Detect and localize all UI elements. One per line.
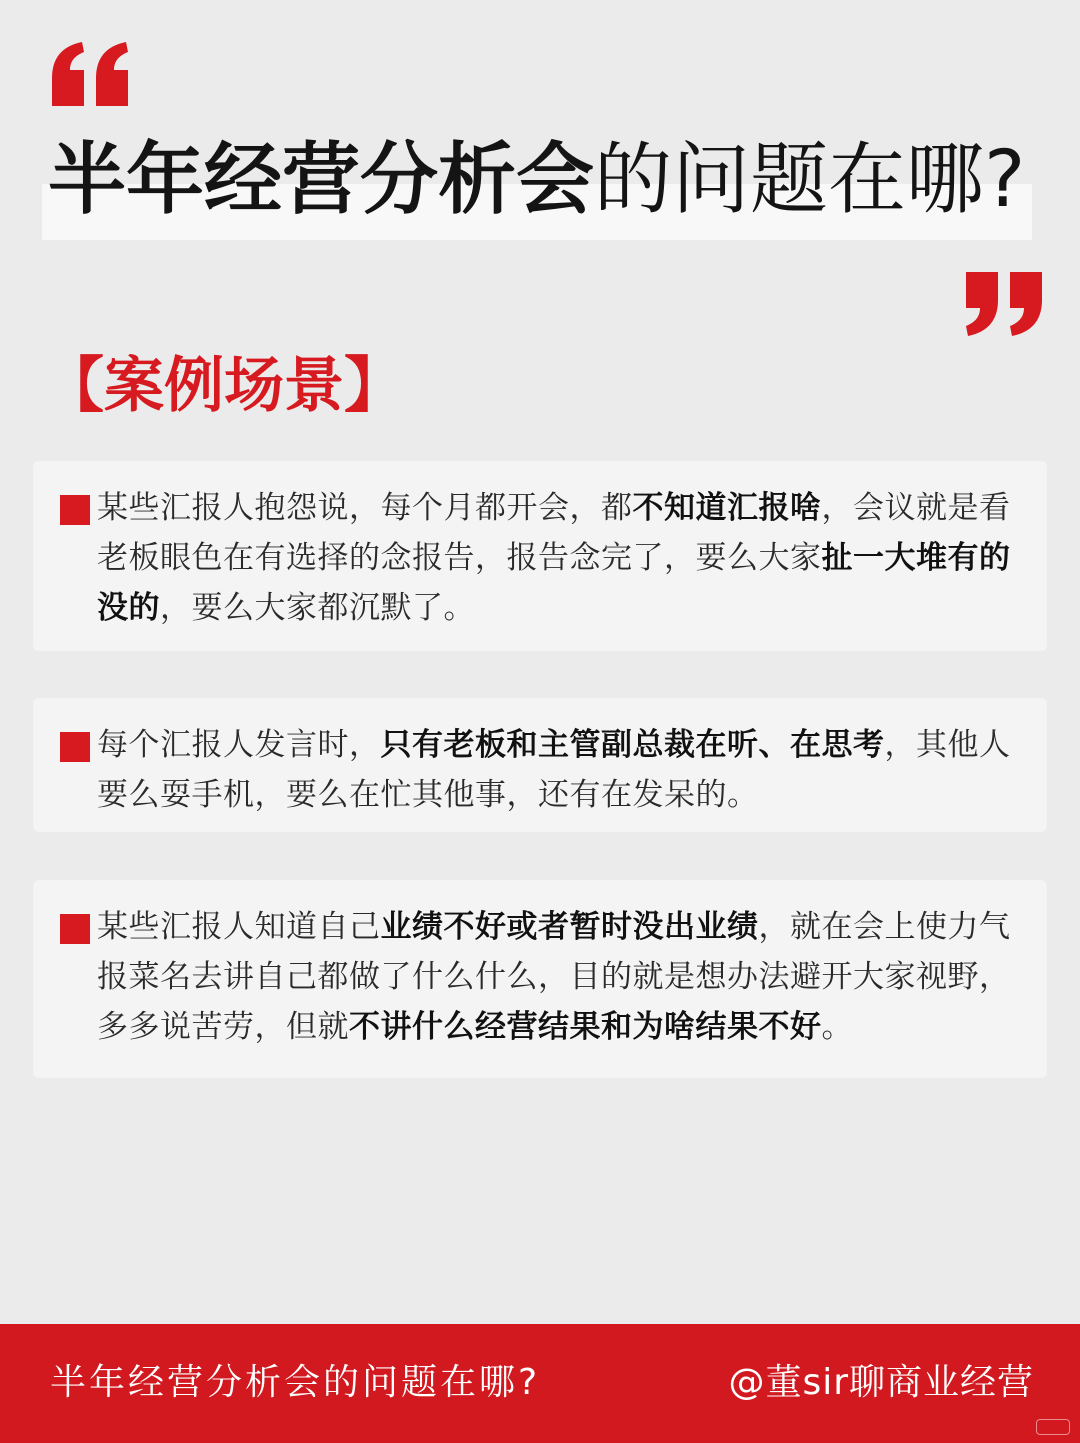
- text-segment-bold: 扯一大堆有的没的: [97, 540, 1011, 626]
- case-card: [33, 698, 1047, 832]
- text-segment: 某些汇报人知道自己: [97, 909, 381, 945]
- page-title: [48, 134, 1025, 226]
- text-segment: ，会议就是看老板眼色在有选择的念报告，报告念完了，要么大家: [97, 490, 1011, 576]
- page-title-block: [42, 128, 1032, 240]
- square-bullet-icon: [60, 732, 90, 762]
- page-title-bold: 半年经营分析会: [48, 135, 595, 225]
- watermark-logo: [1036, 1419, 1070, 1435]
- section-heading: 【案例场景】: [44, 351, 404, 421]
- right-double-quote-icon: [958, 268, 1046, 338]
- text-segment-bold: 不知道汇报啥: [632, 490, 822, 526]
- case-card: [33, 461, 1047, 651]
- text-segment: 某些汇报人抱怨说，每个月都开会，都: [97, 490, 633, 526]
- left-double-quote-icon: [48, 40, 136, 110]
- page-title-light: 的问题在哪?: [594, 135, 1026, 225]
- square-bullet-icon: [60, 914, 90, 944]
- text-segment: ，其他人要么耍手机，要么在忙其他事，还有在发呆的。: [97, 727, 1011, 813]
- text-segment-bold: 只有老板和主管副总裁在听、在思考: [380, 727, 885, 763]
- case-card: [33, 880, 1047, 1078]
- text-segment: 。: [821, 1009, 853, 1045]
- text-segment-bold: 不讲什么经营结果和为啥结果不好: [349, 1009, 822, 1045]
- footer-bar: [0, 1324, 1080, 1443]
- case-card-text: [97, 902, 1015, 1052]
- text-segment: ，就在会上使力气报菜名去讲自己都做了什么什么，目的就是想办法避开大家视野，多多说苦劳，但就: [97, 909, 1011, 1045]
- text-segment: 每个汇报人发言时，: [97, 727, 381, 763]
- text-segment-bold: 业绩不好或者暂时没出业绩: [380, 909, 759, 945]
- text-segment: ，要么大家都沉默了。: [160, 590, 475, 626]
- square-bullet-icon: [60, 495, 90, 525]
- footer-title: 半年经营分析会的问题在哪?: [50, 1362, 541, 1403]
- footer-author-handle[interactable]: @董sir聊商业经营: [728, 1362, 1034, 1403]
- case-card-text: [97, 720, 1015, 820]
- case-card-text: [97, 483, 1015, 633]
